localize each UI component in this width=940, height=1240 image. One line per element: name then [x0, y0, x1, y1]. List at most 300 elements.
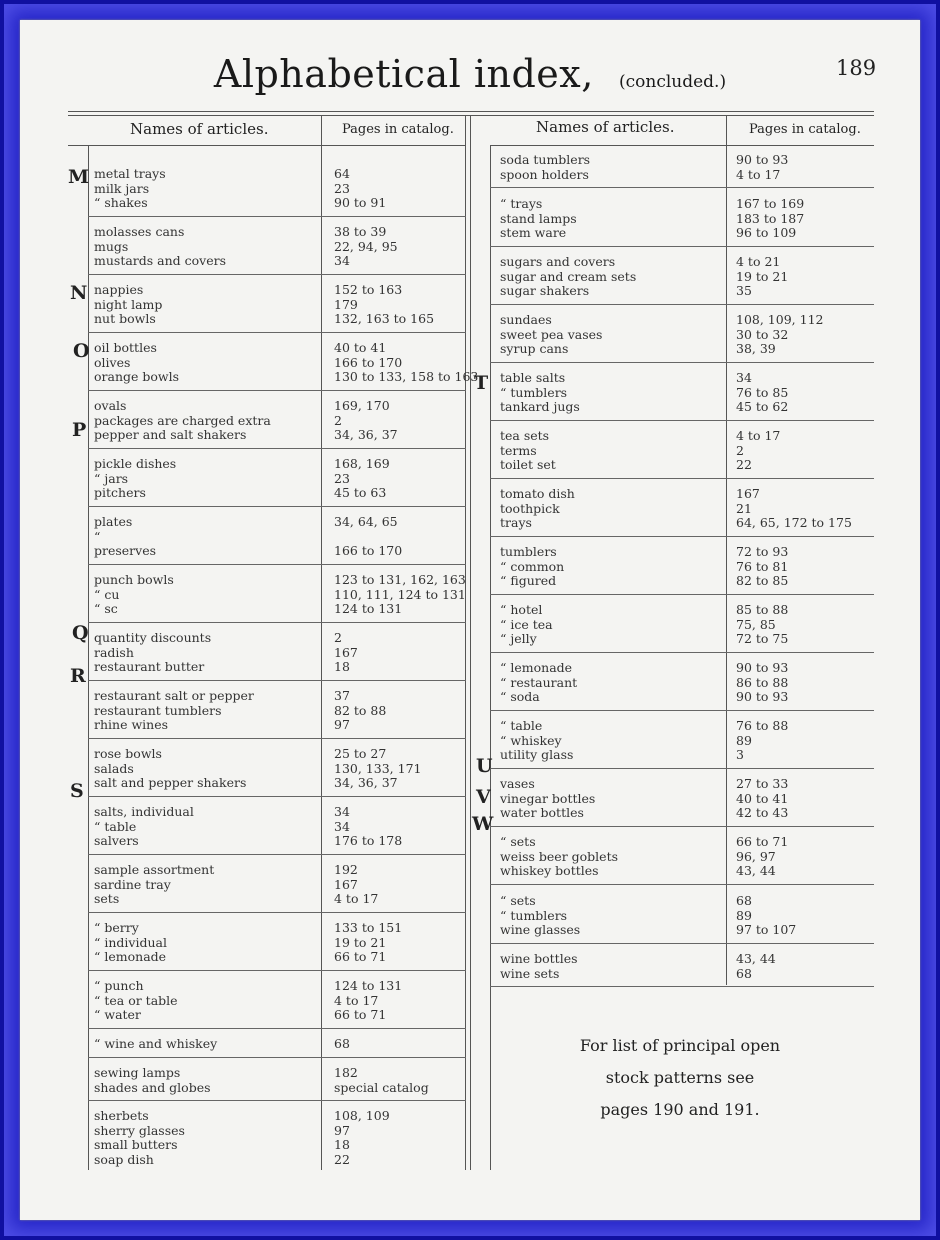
- catalog-pages: 97: [334, 1122, 350, 1138]
- index-entry: [490, 371, 874, 386]
- left-pages-header: Pages in catalog.: [342, 122, 454, 137]
- group-rule: [490, 187, 874, 188]
- catalog-pages: 66 to 71: [334, 1007, 387, 1022]
- index-entry: [88, 660, 466, 675]
- letter-t: T: [474, 372, 489, 394]
- catalog-pages: 37: [334, 688, 350, 703]
- index-entry: [88, 457, 466, 472]
- article-name: whiskey bottles: [500, 863, 599, 878]
- center-divider-2: [470, 115, 471, 1170]
- index-group: [88, 631, 466, 675]
- index-entry: [490, 748, 874, 763]
- index-entry: [88, 936, 466, 951]
- group-rule: [490, 826, 874, 827]
- index-group: [490, 487, 874, 531]
- article-name: “: [94, 528, 101, 544]
- catalog-pages: 132, 163 to 165: [334, 311, 435, 326]
- catalog-pages: 90 to 91: [334, 195, 387, 210]
- index-entry: [88, 1153, 466, 1168]
- index-group: [490, 603, 874, 647]
- index-entry: [490, 444, 874, 459]
- catalog-pages: 167: [736, 486, 760, 501]
- catalog-pages: 27 to 33: [736, 776, 789, 791]
- index-entry: [88, 428, 466, 443]
- article-name: syrup cans: [500, 341, 569, 356]
- article-name: “ wine and whiskey: [94, 1036, 218, 1051]
- catalog-pages: 123 to 131, 162, 163: [334, 572, 466, 587]
- index-group: [490, 545, 874, 589]
- index-entry: [88, 356, 466, 371]
- group-rule: [88, 796, 466, 797]
- index-entry: [490, 545, 874, 560]
- catalog-pages: 108, 109: [334, 1108, 390, 1123]
- index-entry: [88, 704, 466, 719]
- index-group: [490, 153, 874, 182]
- article-name: sherbets: [94, 1108, 149, 1123]
- article-name: vinegar bottles: [500, 790, 596, 806]
- index-entry: [88, 1008, 466, 1023]
- group-rule: [490, 594, 874, 595]
- group-rule: [88, 216, 466, 217]
- article-name: “ sc: [94, 601, 118, 616]
- right-names-border: [490, 145, 491, 1170]
- catalog-pages: 89: [736, 732, 752, 748]
- article-name: quantity discounts: [94, 630, 212, 645]
- article-name: “ cu: [94, 586, 120, 602]
- catalog-pages: 97 to 107: [736, 922, 797, 937]
- group-rule: [490, 420, 874, 421]
- index-entry: [88, 718, 466, 733]
- article-name: preserves: [94, 543, 157, 558]
- article-name: terms: [500, 442, 537, 458]
- catalog-pages: special catalog: [334, 1079, 429, 1095]
- catalog-pages: 68: [334, 1036, 350, 1051]
- index-entry: [88, 167, 466, 182]
- index-entry: [88, 863, 466, 878]
- letter-q: Q: [72, 622, 89, 644]
- index-entry: [490, 197, 874, 212]
- title-text: Alphabetical index,: [213, 52, 594, 96]
- index-group: [490, 197, 874, 241]
- index-entry: [490, 952, 874, 967]
- catalog-pages: 40 to 41: [736, 790, 789, 806]
- index-entry: [490, 270, 874, 285]
- index-entry: [490, 255, 874, 270]
- index-entry: [490, 400, 874, 415]
- catalog-pages: 4 to 21: [736, 254, 781, 269]
- catalog-pages: 19 to 21: [736, 268, 789, 284]
- index-entry: [88, 762, 466, 777]
- index-entry: [88, 820, 466, 835]
- article-name: pitchers: [94, 485, 146, 500]
- catalog-pages: 179: [334, 296, 358, 312]
- article-name: table salts: [500, 370, 566, 385]
- group-rule: [88, 506, 466, 507]
- index-group: [490, 661, 874, 705]
- index-entry: [490, 690, 874, 705]
- group-rule: [88, 854, 466, 855]
- catalog-pages: 166 to 170: [334, 354, 403, 370]
- article-name: punch bowls: [94, 572, 174, 587]
- catalog-pages: 18: [334, 659, 350, 674]
- index-entry: [490, 864, 874, 879]
- catalog-pages: 68: [736, 965, 752, 981]
- catalog-pages: 22: [334, 1151, 350, 1167]
- group-rule: [88, 332, 466, 333]
- catalog-pages: 124 to 131: [334, 978, 403, 993]
- article-name: radish: [94, 644, 134, 660]
- article-name: sugar and cream sets: [500, 268, 637, 284]
- catalog-pages: 68: [736, 893, 752, 908]
- catalog-pages: 169, 170: [334, 398, 390, 413]
- article-name: spoon holders: [500, 166, 589, 182]
- catalog-pages: 23: [334, 180, 350, 196]
- catalog-pages: 40 to 41: [334, 340, 387, 355]
- right-header-rule: [490, 145, 874, 146]
- index-entry: [88, 1109, 466, 1124]
- catalog-pages: 4 to 17: [334, 891, 379, 906]
- index-entry: [88, 544, 466, 559]
- group-rule: [88, 1028, 466, 1029]
- catalog-pages: 89: [736, 907, 752, 923]
- catalog-pages: 176 to 178: [334, 833, 403, 848]
- index-entry: [88, 414, 466, 429]
- article-name: “ sets: [500, 834, 536, 849]
- article-name: salvers: [94, 833, 139, 848]
- index-group: [88, 747, 466, 791]
- article-name: milk jars: [94, 180, 150, 196]
- index-group: [88, 225, 466, 269]
- group-rule: [490, 710, 874, 711]
- index-group: [88, 457, 466, 501]
- index-entry: [88, 588, 466, 603]
- catalog-pages: 182: [334, 1065, 358, 1080]
- letter-n: N: [70, 282, 88, 304]
- article-name: rose bowls: [94, 746, 162, 761]
- index-entry: [490, 806, 874, 821]
- group-rule: [490, 768, 874, 769]
- left-names-header: Names of articles.: [130, 120, 269, 138]
- catalog-pages: 183 to 187: [736, 210, 805, 226]
- catalog-pages: 124 to 131: [334, 601, 403, 616]
- index-group: [88, 805, 466, 849]
- index-entry: [88, 312, 466, 327]
- left-header-rule: [68, 145, 466, 146]
- group-rule: [88, 448, 466, 449]
- group-rule: [88, 1100, 466, 1101]
- title-subtitle: (concluded.): [618, 72, 727, 92]
- index-group: [490, 719, 874, 763]
- index-group: [88, 283, 466, 327]
- article-name: “ water: [94, 1007, 141, 1022]
- article-name: pickle dishes: [94, 456, 177, 471]
- catalog-pages: 45 to 62: [736, 399, 789, 414]
- article-name: vases: [500, 776, 535, 791]
- article-name: mustards and covers: [94, 253, 227, 268]
- article-name: oil bottles: [94, 340, 157, 355]
- catalog-pages: 110, 111, 124 to 131: [334, 586, 466, 602]
- index-entry: [88, 950, 466, 965]
- article-name: “ individual: [94, 934, 167, 950]
- group-rule: [88, 564, 466, 565]
- catalog-pages: 167 to 169: [736, 196, 805, 211]
- article-name: restaurant butter: [94, 659, 205, 674]
- group-rule: [88, 912, 466, 913]
- group-rule: [88, 390, 466, 391]
- footnote: [560, 1030, 800, 1126]
- index-entry: [88, 631, 466, 646]
- catalog-pages: 72 to 93: [736, 544, 789, 559]
- index-group: [490, 894, 874, 938]
- catalog-pages: 2: [334, 412, 342, 428]
- article-name: metal trays: [94, 166, 166, 181]
- catalog-pages: 21: [736, 500, 752, 516]
- article-name: “ common: [500, 558, 565, 574]
- letter-o: O: [73, 340, 90, 362]
- article-name: tankard jugs: [500, 399, 580, 414]
- catalog-pages: 82 to 85: [736, 573, 789, 588]
- index-group: [88, 573, 466, 617]
- index-entry: [88, 196, 466, 211]
- index-group: [88, 399, 466, 443]
- index-entry: [88, 747, 466, 762]
- article-name: molasses cans: [94, 224, 185, 239]
- article-name: nappies: [94, 282, 144, 297]
- catalog-pages: 18: [334, 1137, 350, 1152]
- article-name: “ jars: [94, 470, 129, 486]
- index-entry: [88, 1066, 466, 1081]
- article-name: soap dish: [94, 1151, 154, 1167]
- index-entry: [88, 472, 466, 487]
- catalog-pages: 152 to 163: [334, 282, 403, 297]
- catalog-pages: 96, 97: [736, 848, 776, 864]
- index-entry: [490, 153, 874, 168]
- catalog-pages: 38 to 39: [334, 224, 387, 239]
- article-name: soda tumblers: [500, 152, 591, 167]
- index-group: [490, 255, 874, 299]
- index-entry: [88, 369, 479, 385]
- catalog-pages: 34: [334, 818, 350, 834]
- index-entry: [490, 967, 874, 982]
- article-name: salt and pepper shakers: [94, 775, 247, 790]
- index-entry: [88, 1081, 466, 1096]
- catalog-pages: 76 to 88: [736, 718, 789, 733]
- catalog-pages: 2: [736, 442, 744, 458]
- group-rule: [490, 362, 874, 363]
- catalog-pages: 66 to 71: [334, 949, 387, 964]
- group-rule: [490, 943, 874, 944]
- index-entry: [490, 342, 874, 357]
- index-entry: [490, 386, 874, 401]
- index-group: [88, 167, 466, 211]
- index-entry: [88, 298, 466, 313]
- catalog-pages: 97: [334, 717, 350, 732]
- group-rule: [88, 1057, 466, 1058]
- article-name: restaurant salt or pepper: [94, 688, 254, 703]
- index-entry: [490, 835, 874, 850]
- index-entry: [88, 994, 466, 1009]
- article-name: “ shakes: [94, 195, 148, 210]
- index-group: [88, 863, 466, 907]
- article-name: sugar shakers: [500, 283, 590, 298]
- catalog-pages: 64: [334, 166, 350, 181]
- catalog-pages: 22: [736, 457, 752, 472]
- catalog-pages: 4 to 17: [736, 166, 781, 182]
- article-name: “ figured: [500, 573, 557, 588]
- group-rule: [490, 304, 874, 305]
- catalog-pages: 167: [334, 644, 358, 660]
- article-name: sets: [94, 891, 120, 906]
- index-entry: [490, 777, 874, 792]
- index-entry: [88, 878, 466, 893]
- group-rule: [88, 738, 466, 739]
- article-name: sample assortment: [94, 862, 215, 877]
- index-entry: [490, 923, 874, 938]
- index-entry: [490, 632, 874, 647]
- group-rule: [490, 884, 874, 885]
- article-name: “ lemonade: [94, 949, 167, 964]
- catalog-pages: 86 to 88: [736, 674, 789, 690]
- article-name: “ tumblers: [500, 384, 568, 400]
- article-name: wine glasses: [500, 922, 581, 937]
- index-entry: [490, 560, 874, 575]
- footnote-line: For list of principal open: [579, 1036, 781, 1055]
- catalog-pages: 76 to 85: [736, 384, 789, 400]
- article-name: “ soda: [500, 689, 540, 704]
- top-rule-2: [68, 115, 874, 116]
- index-entry: [88, 834, 466, 849]
- catalog-pages: 45 to 63: [334, 485, 387, 500]
- catalog-pages: 34, 64, 65: [334, 514, 398, 529]
- article-name: sherry glasses: [94, 1122, 185, 1138]
- catalog-pages: 90 to 93: [736, 660, 789, 675]
- catalog-pages: 72 to 75: [736, 631, 789, 646]
- catalog-pages: 130 to 133, 158 to 163: [334, 369, 479, 384]
- catalog-pages: 133 to 151: [334, 920, 403, 935]
- index-entry: [88, 254, 466, 269]
- article-name: utility glass: [500, 747, 574, 762]
- index-entry: [88, 892, 466, 907]
- index-entry: [490, 574, 874, 589]
- article-name: “ jelly: [500, 631, 537, 646]
- index-entry: [490, 458, 874, 473]
- article-name: small butters: [94, 1137, 178, 1152]
- index-entry: [490, 792, 874, 807]
- index-entry: [490, 850, 874, 865]
- group-rule: [88, 970, 466, 971]
- index-entry: [88, 515, 466, 530]
- index-entry: [490, 661, 874, 676]
- catalog-pages: 130, 133, 171: [334, 760, 422, 776]
- article-name: tomato dish: [500, 486, 575, 501]
- index-entry: [490, 168, 874, 183]
- article-name: plates: [94, 514, 133, 529]
- catalog-pages: 42 to 43: [736, 805, 789, 820]
- article-name: “ punch: [94, 978, 144, 993]
- letter-u: U: [476, 755, 493, 777]
- article-name: tea sets: [500, 428, 550, 443]
- index-group: [88, 1066, 466, 1095]
- group-rule: [88, 622, 466, 623]
- index-entry: [88, 399, 466, 414]
- index-entry: [490, 734, 874, 749]
- catalog-pages: 34: [334, 253, 350, 268]
- article-name: toilet set: [500, 457, 556, 472]
- index-entry: [88, 225, 466, 240]
- group-rule: [490, 536, 874, 537]
- group-rule: [490, 246, 874, 247]
- page-number: 189: [836, 56, 877, 80]
- article-name: “ lemonade: [500, 660, 573, 675]
- article-name: water bottles: [500, 805, 584, 820]
- index-entry: [490, 212, 874, 227]
- index-group: [490, 777, 874, 821]
- article-name: restaurant tumblers: [94, 702, 222, 718]
- index-entry: [490, 603, 874, 618]
- article-name: “ sets: [500, 893, 536, 908]
- article-name: “ tea or table: [94, 992, 178, 1008]
- top-rule: [68, 111, 874, 112]
- article-name: sewing lamps: [94, 1065, 181, 1080]
- catalog-pages: 76 to 81: [736, 558, 789, 574]
- index-entry: [88, 776, 466, 791]
- index-entry: [88, 979, 466, 994]
- index-entry: [88, 283, 466, 298]
- article-name: salts, individual: [94, 804, 194, 819]
- catalog-pages: 30 to 32: [736, 326, 789, 342]
- catalog-pages: 34: [334, 804, 350, 819]
- catalog-pages: 64, 65, 172 to 175: [736, 515, 852, 530]
- article-name: sardine tray: [94, 876, 171, 892]
- right-pages-header: Pages in catalog.: [749, 122, 861, 137]
- index-entry: [88, 689, 466, 704]
- letter-p: P: [72, 419, 87, 441]
- catalog-pages: 43, 44: [736, 951, 776, 966]
- index-entry: [490, 284, 874, 299]
- index-entry: [490, 502, 874, 517]
- catalog-pages: 90 to 93: [736, 152, 789, 167]
- index-entry: [490, 429, 874, 444]
- index-entry: [88, 805, 466, 820]
- article-name: mugs: [94, 238, 129, 254]
- article-name: pepper and salt shakers: [94, 427, 247, 442]
- catalog-pages: 167: [334, 876, 358, 892]
- group-rule: [88, 274, 466, 275]
- catalog-pages: 90 to 93: [736, 689, 789, 704]
- catalog-pages: 108, 109, 112: [736, 312, 824, 327]
- index-group: [88, 1037, 466, 1052]
- index-group: [490, 835, 874, 879]
- footnote-line: pages 190 and 191.: [600, 1100, 760, 1119]
- index-group: [88, 921, 466, 965]
- article-name: “ whiskey: [500, 732, 562, 748]
- index-group: [88, 1109, 466, 1167]
- article-name: wine bottles: [500, 951, 578, 966]
- index-entry: [88, 1037, 466, 1052]
- article-name: “ tumblers: [500, 907, 568, 923]
- group-rule: [490, 652, 874, 653]
- index-entry: [88, 1138, 466, 1153]
- article-name: orange bowls: [94, 369, 180, 384]
- catalog-pages: 19 to 21: [334, 934, 387, 950]
- article-name: salads: [94, 760, 134, 776]
- catalog-pages: 85 to 88: [736, 602, 789, 617]
- article-name: “ ice tea: [500, 616, 553, 632]
- index-entry: [88, 486, 466, 501]
- index-group: [88, 515, 466, 559]
- index-group: [88, 979, 466, 1023]
- catalog-pages: 168, 169: [334, 456, 390, 471]
